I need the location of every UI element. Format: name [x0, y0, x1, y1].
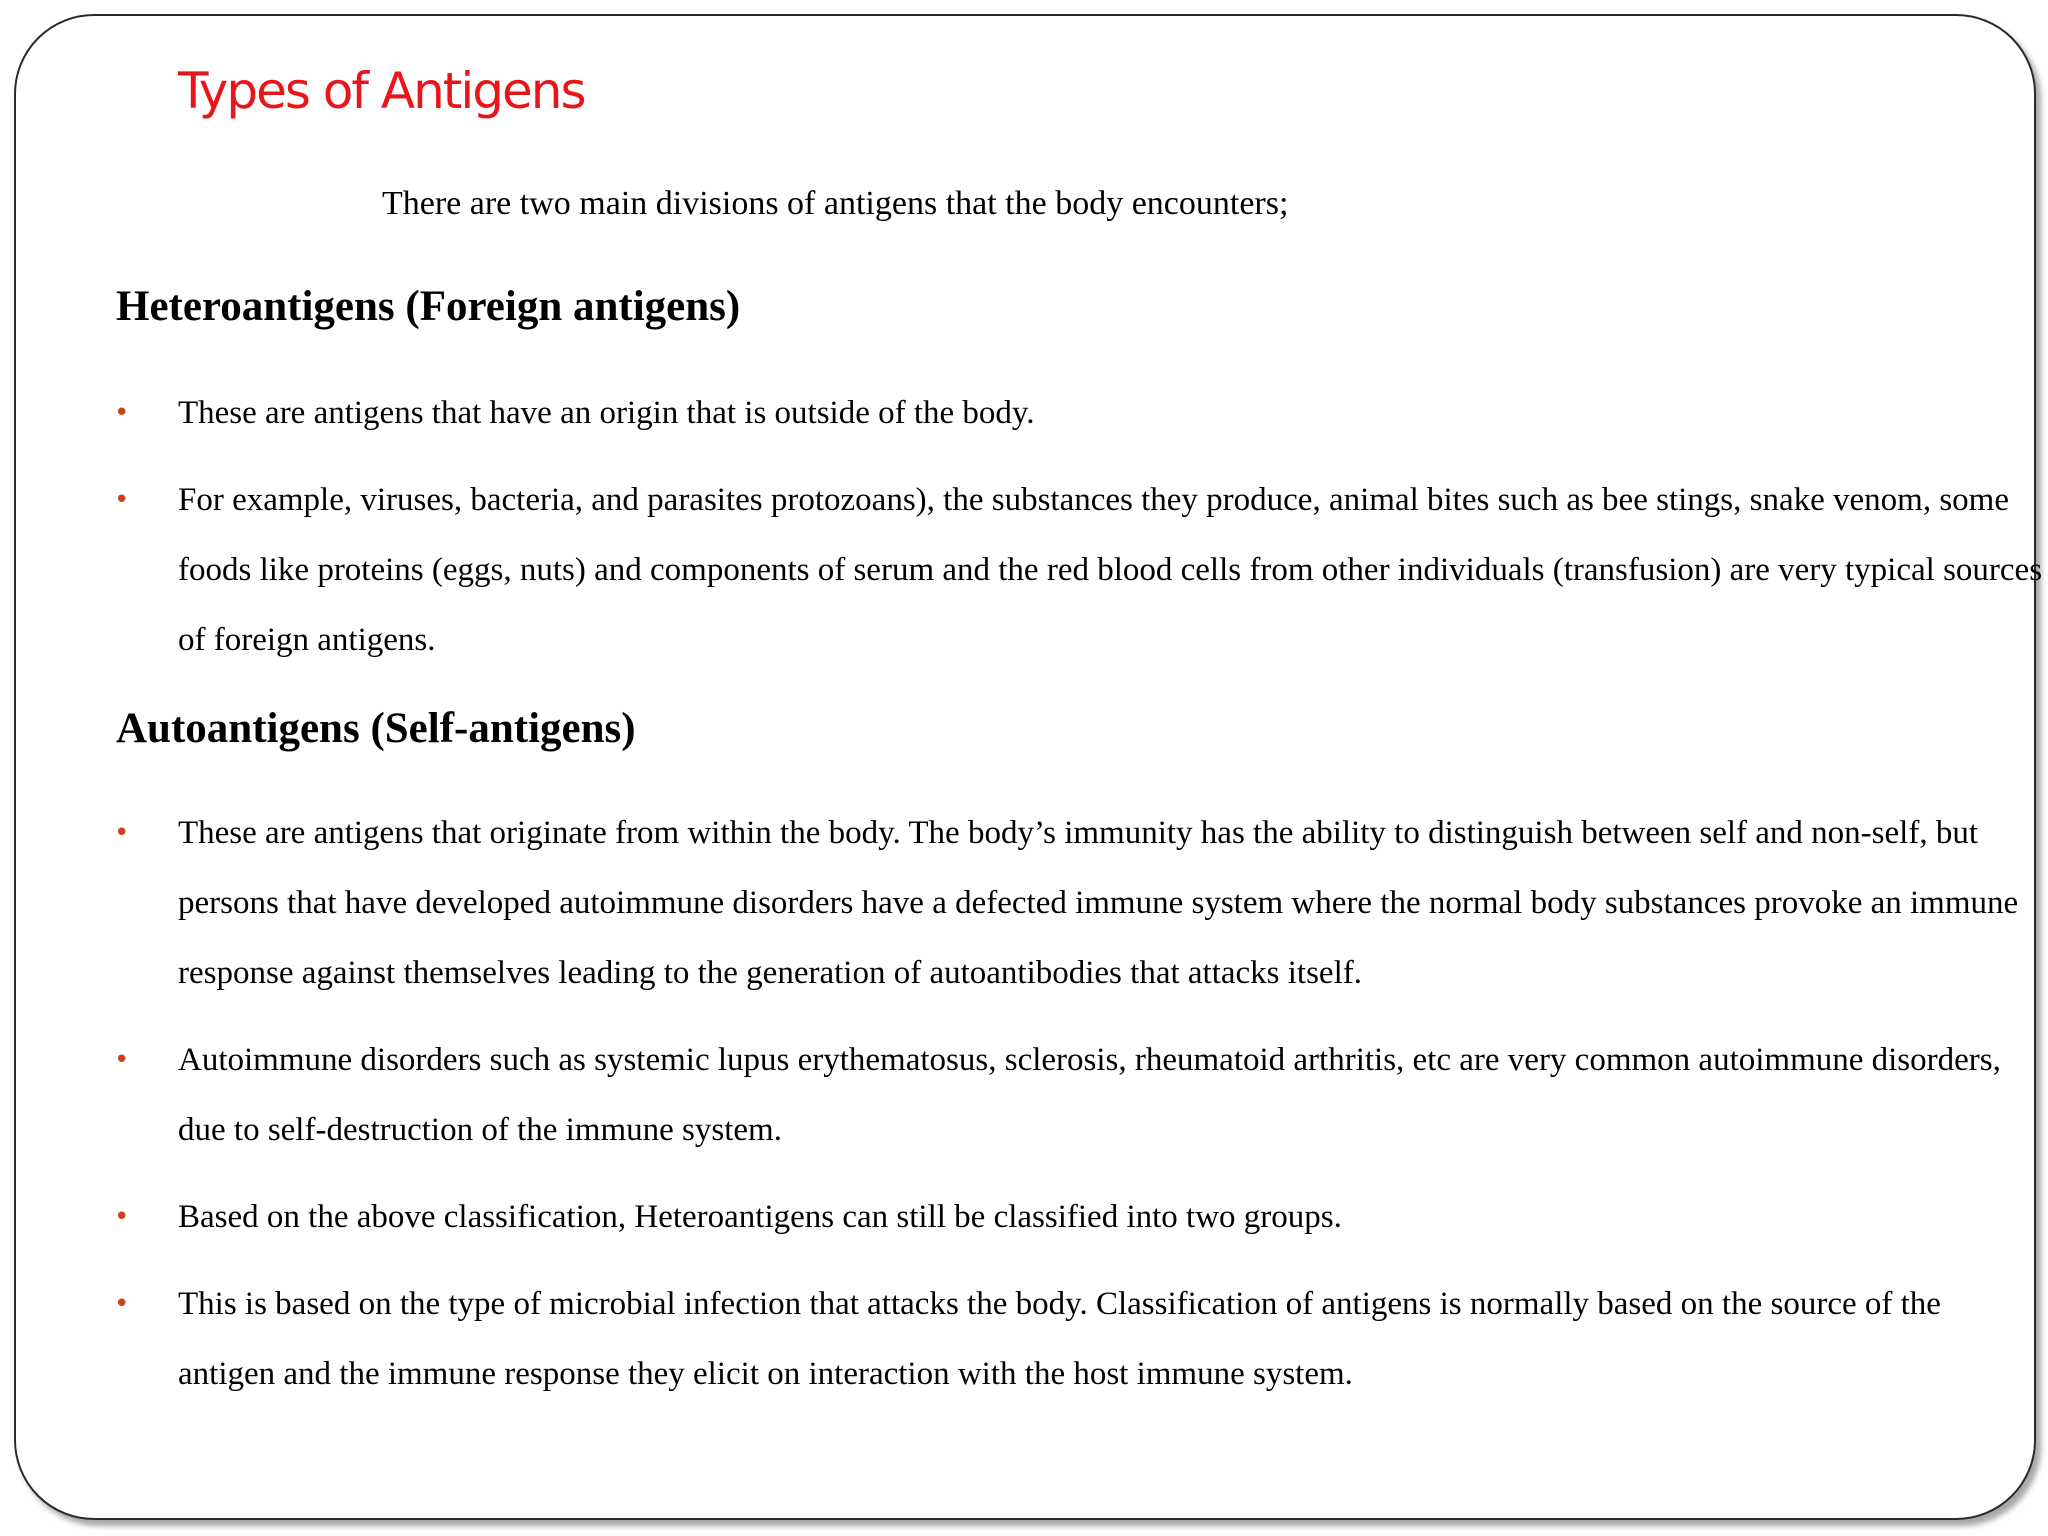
- bullet-icon: •: [114, 1202, 130, 1232]
- bullet-icon: •: [114, 398, 130, 428]
- bullet-text: For example, viruses, bacteria, and parasites protozoans), the substances they produce, animal bites such as bee stings, snake venom, some foods like proteins (eggs, nuts) and components of serum and the red blood cells from other individuals (transfusion) are very typical sources of foreign antigens.: [178, 482, 2043, 658]
- slide-title: Types of Antigens: [178, 62, 585, 120]
- autoantigens-bullet-list: [114, 798, 2019, 1426]
- bullet-icon: •: [114, 1289, 130, 1319]
- list-item: [114, 1269, 2010, 1409]
- bullet-icon: •: [114, 818, 130, 848]
- list-item: [114, 1182, 2010, 1252]
- section-heading-autoantigens: Autoantigens (Self-antigens): [116, 705, 636, 752]
- bullet-text: These are antigens that originate from within the body. The body’s immunity has the ability to distinguish between self and non-self, but persons that have developed autoimmune disorders have a defected immune system where the normal body substances provoke an immune response against themselves leading to the generation of autoantibodies that attacks itself.: [178, 815, 2019, 991]
- bullet-text: These are antigens that have an origin that is outside of the body.: [178, 395, 1035, 431]
- bullet-icon: •: [114, 485, 130, 515]
- bullet-icon: •: [114, 1045, 130, 1075]
- bullet-text: Based on the above classification, Heteroantigens can still be classified into two groups.: [178, 1199, 1342, 1235]
- slide-frame: [14, 14, 2043, 1520]
- bullet-text: Autoimmune disorders such as systemic lupus erythematosus, sclerosis, rheumatoid arthritis, etc are very common autoimmune disorders, due to self-destruction of the immune system.: [178, 1042, 2001, 1148]
- list-item: [114, 465, 2048, 675]
- bullet-text: This is based on the type of microbial infection that attacks the body. Classification of antigens is normally based on the source of the antigen and the immune response they elicit on interaction with the host immune system.: [178, 1286, 1941, 1392]
- list-item: [114, 798, 2048, 1008]
- list-item: [114, 1025, 2010, 1165]
- intro-text: There are two main divisions of antigens that the body encounters;: [382, 185, 1289, 222]
- section-heading-heteroantigens: Heteroantigens (Foreign antigens): [116, 283, 741, 330]
- list-item: [114, 378, 2010, 448]
- heteroantigens-bullet-list: [114, 378, 2043, 692]
